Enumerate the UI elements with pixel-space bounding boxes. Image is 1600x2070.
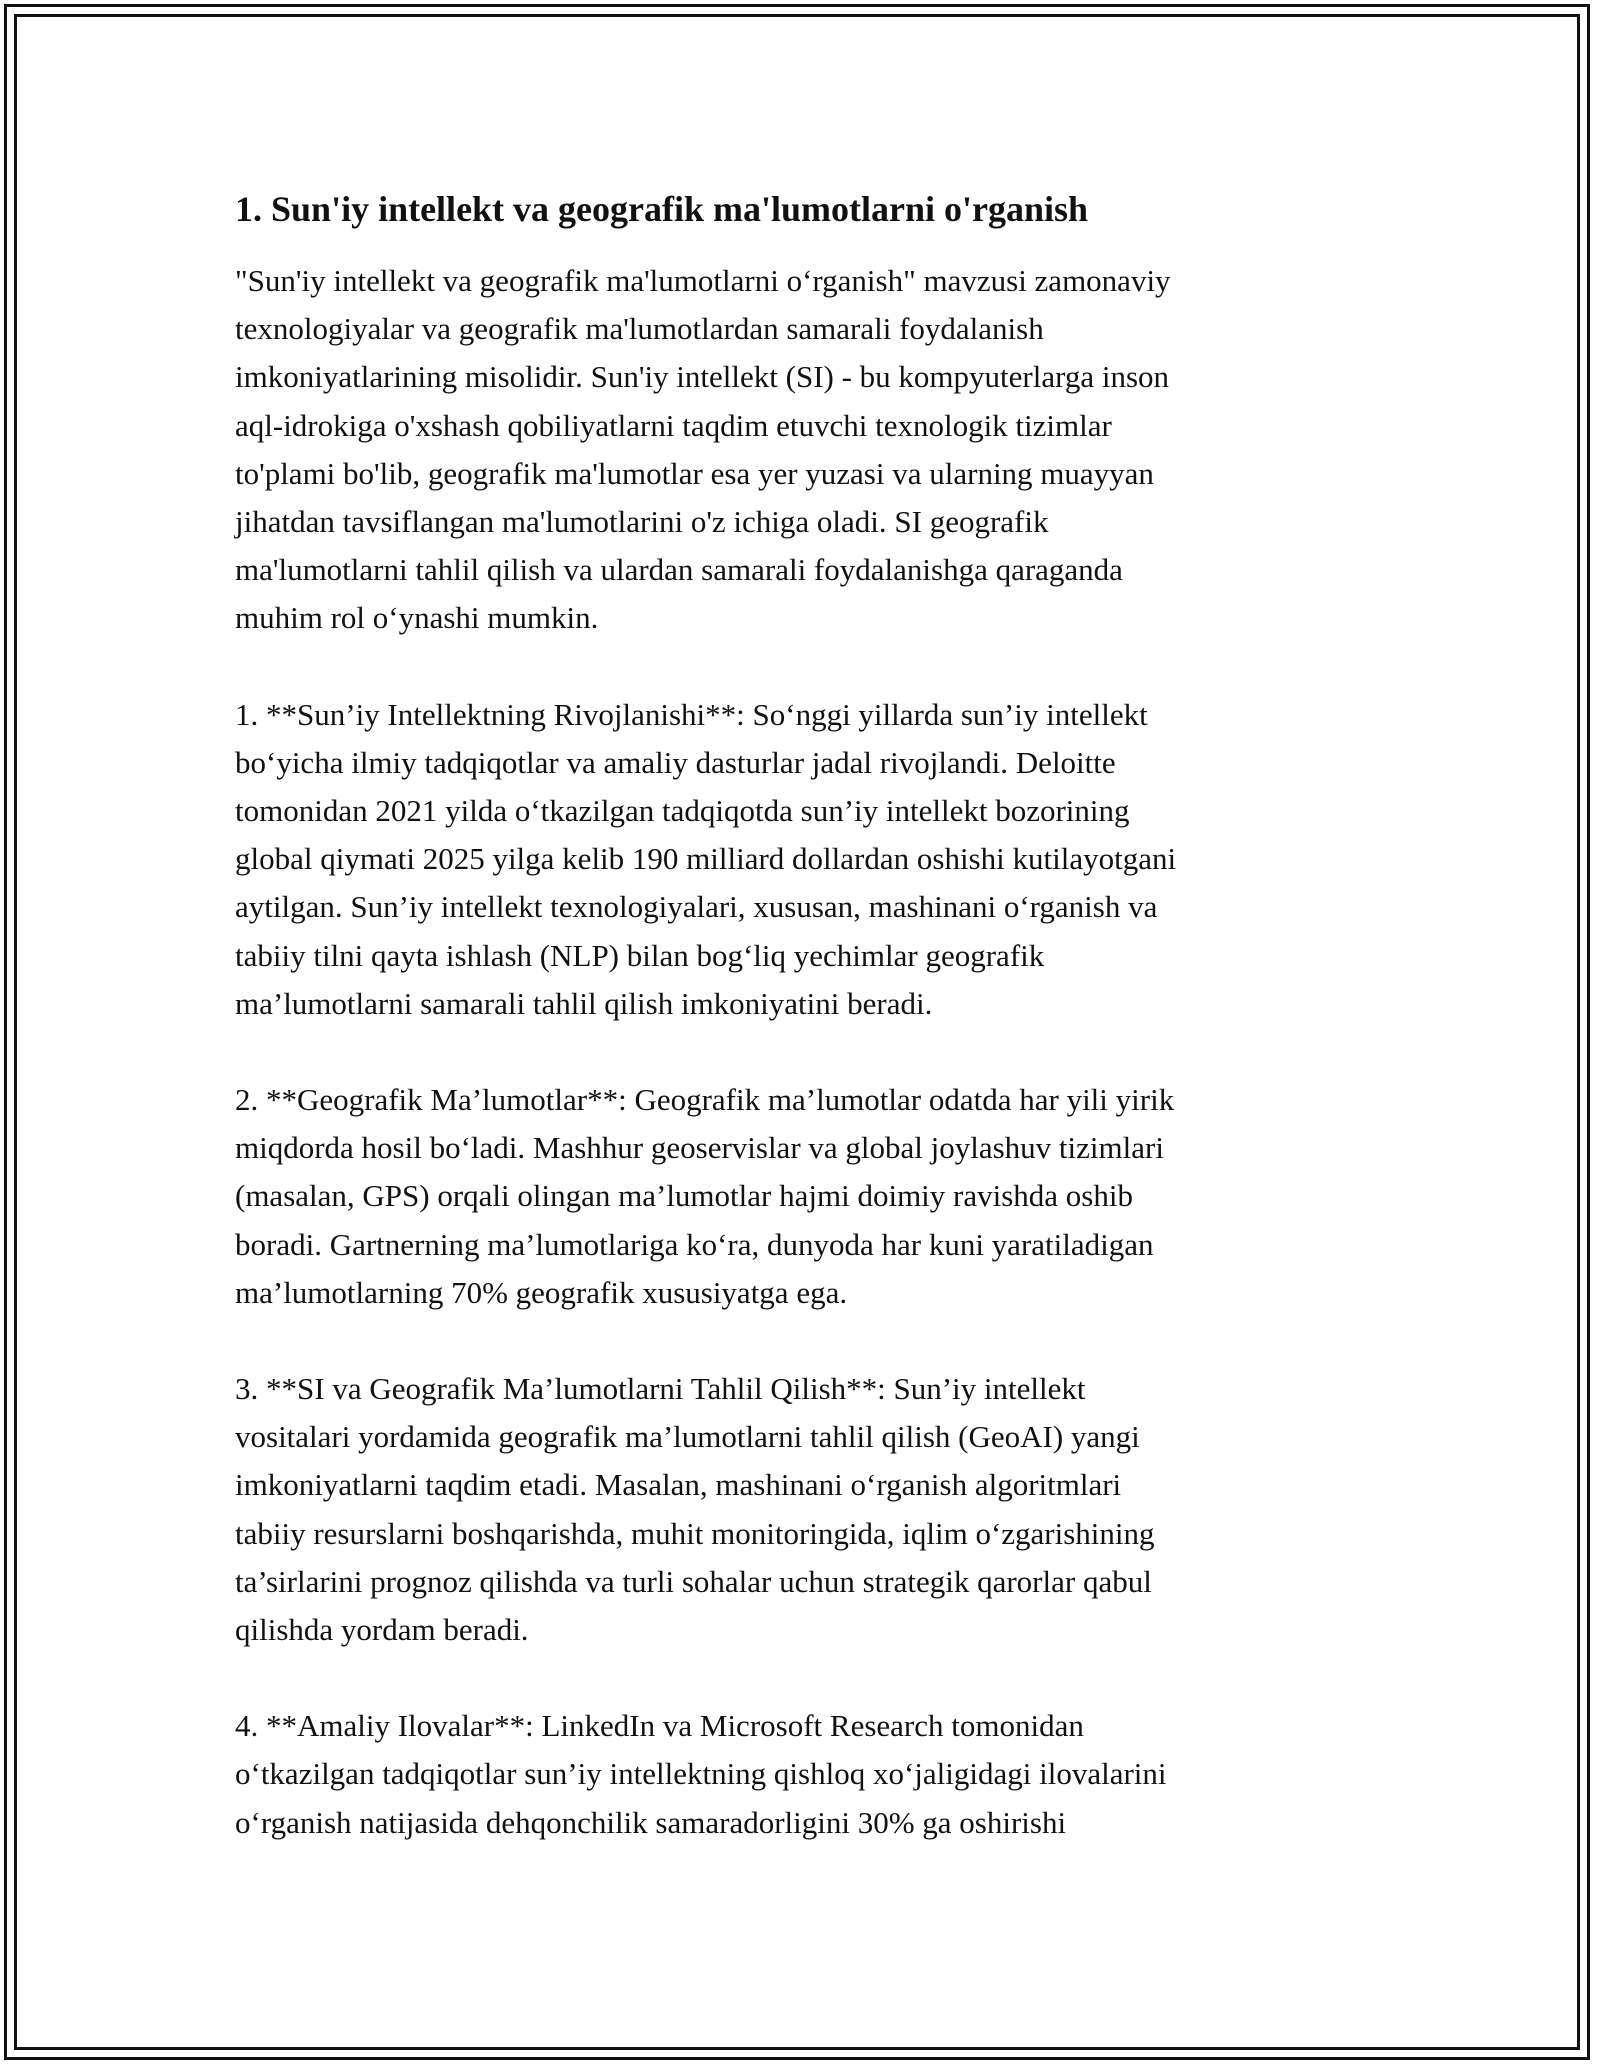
section-1-paragraph: 1. **Sun’iy Intellektning Rivojlanishi**: So‘nggi yillarda sun’iy intellekt bo‘yicha ilmiy tadqiqotlar va amaliy dasturlar jadal rivojlandi. Deloitte tomonidan 2021 yilda o‘tkazilgan tadqiqotda sun’iy intellekt bozorining global qiymati 2025 yilga kelib 190 milliard dollardan oshishi kutilayotgani aytilgan. Sun’iy intellekt texnologiyalari, xususan, mashinani o‘rganish va tabiiy tilni qayta ishlash (NLP) bilan bog‘liq yechimlar geografik ma’lumotlarni samarali tahlil qilish imkoniyatini beradi. xyxy=(235,696,1177,1021)
document-body xyxy=(235,185,1375,1847)
section-2-paragraph: 2. **Geografik Ma’lumotlar**: Geografik ma’lumotlar odatda har yili yirik miqdorda hosil bo‘ladi. Mashhur geoservislar va global joylashuv tizimlari (masalan, GPS) orqali olingan ma’lumotlar hajmi doimiy ravishda oshib boradi. Gartnerning ma’lumotlariga ko‘ra, dunyoda har kuni yaratiladigan ma’lumotlarning 70% geografik xususiyatga ega. xyxy=(235,1082,1175,1310)
intro-paragraph: "Sun'iy intellekt va geografik ma'lumotlarni o‘rganish" mavzusi zamonaviy texnologiyalar va geografik ma'lumotlardan samarali foydalanish imkoniyatlarining misolidir. Sun'iy intellekt (SI) - bu kompyuterlarga inson aql-idrokiga o'xshash qobiliyatlarni taqdim etuvchi texnologik tizimlar to'plami bo'lib, geografik ma'lumotlar esa yer yuzasi va ularning muayyan jihatdan tavsiflangan ma'lumotlarini o'z ichiga oladi. SI geografik ma'lumotlarni tahlil qilish va ulardan samarali foydalanishga qaraganda muhim rol o‘ynashi mumkin. xyxy=(235,263,1171,636)
section-3-paragraph: 3. **SI va Geografik Ma’lumotlarni Tahlil Qilish**: Sun’iy intellekt vositalari yordamida geografik ma’lumotlarni tahlil qilish (GeoAI) yangi imkoniyatlarni taqdim etadi. Masalan, mashinani o‘rganish algoritmlari tabiiy resurslarni boshqarishda, muhit monitoringida, iqlim o‘zgarishining ta’sirlarini prognoz qilishda va turli sohalar uchun strategik qarorlar qabul qilishda yordam beradi. xyxy=(235,1371,1155,1648)
section-4-paragraph: 4. **Amaliy Ilovalar**: LinkedIn va Microsoft Research tomonidan o‘tkazilgan tadqiqotlar sun’iy intellektning qishloq xo‘jaligidagi ilovalarini o‘rganish natijasida dehqonchilik samaradorligini 30% ga oshirishi xyxy=(235,1708,1167,1840)
document-title: 1. Sun'iy intellekt va geografik ma'lumotlarni o'rganish xyxy=(235,189,1089,229)
